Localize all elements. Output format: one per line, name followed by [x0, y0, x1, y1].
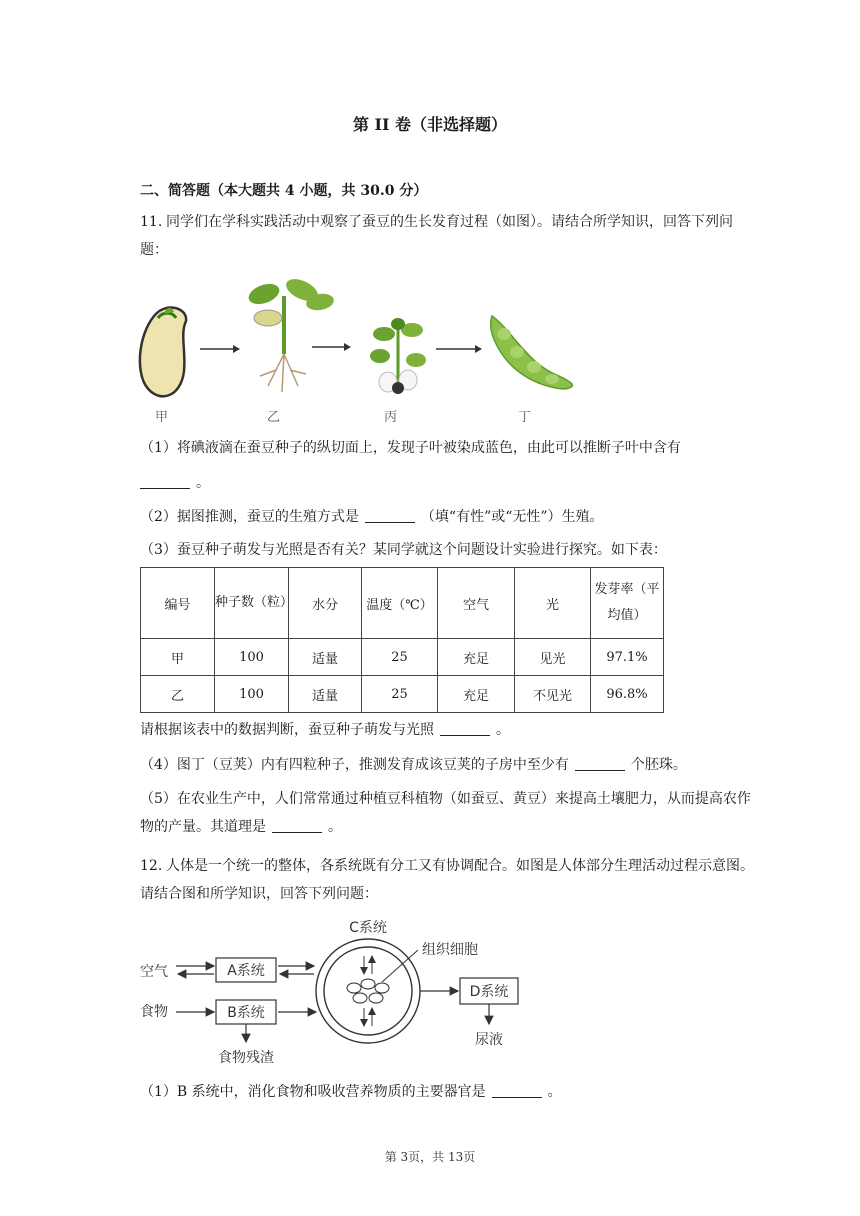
q11-sub1-cont — [140, 473, 210, 493]
q11-sub5 — [140, 785, 760, 841]
figure-label-ding: 丁 — [518, 410, 532, 425]
q11-sub3-question-end: 。 — [496, 722, 510, 738]
q12-stem — [140, 852, 760, 908]
q11-sub2-text: （2）据图推测，蚕豆的生殖方式是 — [140, 509, 359, 525]
table-header-cell: 编号 — [141, 568, 215, 639]
seed-illustration — [140, 308, 186, 397]
air-label: 空气 — [140, 964, 168, 980]
experiment-table — [140, 567, 664, 713]
q12-sub1-text: （1）B 系统中，消化食物和吸收营养物质的主要器官是 — [140, 1084, 486, 1100]
table-header-row — [141, 568, 664, 639]
table-header-cell: 空气 — [438, 568, 515, 639]
page-title: 第 II 卷（非选择题） — [352, 115, 508, 134]
table-cell: 甲 — [141, 639, 215, 676]
table-cell: 97.1% — [591, 639, 664, 676]
q11-sub4-end: 个胚珠。 — [630, 757, 687, 773]
q12-sub1 — [140, 1082, 562, 1102]
q11-sub1 — [140, 438, 681, 458]
q12-number: 12. — [140, 858, 163, 874]
q11-sub3-question-text: 请根据该表中的数据判断，蚕豆种子萌发与光照 — [140, 722, 434, 738]
urine-label: 尿液 — [475, 1032, 503, 1048]
table-cell: 25 — [362, 676, 438, 713]
q12-stem-text: 人体是一个统一的整体，各系统既有分工又有协调配合。如图是人体部分生理活动过程示意图。请结合图和所学知识，回答下列问题： — [140, 858, 754, 902]
q11-sub5-text: （5）在农业生产中，人们常常通过种植豆科植物（如蚕豆、黄豆）来提高土壤肥力，从而提高农作物的产量。其道理是 — [140, 791, 751, 835]
q11-sub3-question — [140, 720, 510, 740]
pod-illustration — [491, 316, 573, 389]
table-cell: 乙 — [141, 676, 215, 713]
food-label: 食物 — [140, 1004, 168, 1020]
q11-sub3 — [140, 540, 667, 560]
q11-sub3-text: （3）蚕豆种子萌发与光照是否有关？某同学就这个问题设计实验进行探究。如下表： — [140, 542, 667, 558]
q11-sub1-end: 。 — [196, 475, 210, 491]
table-cell: 100 — [215, 676, 289, 713]
q11-sub5-end: 。 — [328, 819, 342, 835]
answer-blank[interactable] — [140, 474, 190, 489]
table-cell: 不见光 — [515, 676, 591, 713]
sys-a-label: A系统 — [227, 963, 265, 979]
table-header-cell: 光 — [515, 568, 591, 639]
q11-sub2 — [140, 507, 604, 527]
q11-sub4-text: （4）图丁（豆荚）内有四粒种子，推测发育成该豆荚的子房中至少有 — [140, 757, 569, 773]
q11-stem-text: 同学们在学科实践活动中观察了蚕豆的生长发育过程（如图）。请结合所学知识，回答下列问题： — [140, 214, 733, 258]
table-row — [141, 676, 664, 713]
page-footer: 第 3页，共 13页 — [384, 1150, 476, 1164]
q11-number: 11. — [140, 214, 163, 230]
table-row — [141, 639, 664, 676]
sys-c-inner-circle — [324, 947, 412, 1035]
arrow-3 — [436, 345, 482, 353]
section-heading: 二、简答题（本大题共 4 小题，共 30.0 分） — [140, 183, 428, 199]
table-cell: 充足 — [438, 639, 515, 676]
seedling-illustration — [246, 276, 335, 392]
tissue-cells-label: 组织细胞 — [422, 942, 478, 958]
answer-blank[interactable] — [272, 818, 322, 833]
q11-sub2-end: （填“有性”或“无性”）生殖。 — [420, 509, 604, 525]
table-header-cell: 种子数（粒） — [215, 568, 289, 639]
table-cell: 适量 — [289, 639, 362, 676]
arrow-1 — [200, 345, 240, 353]
table-header-cell: 水分 — [289, 568, 362, 639]
tissue-cells — [347, 979, 389, 1003]
sys-b-label: B系统 — [227, 1005, 265, 1021]
q11-stem — [140, 208, 760, 264]
answer-blank[interactable] — [440, 721, 490, 736]
sys-c-outer-circle — [316, 939, 420, 1043]
table-header-cell: 发芽率（平均值） — [591, 568, 664, 639]
answer-blank[interactable] — [575, 756, 625, 771]
sys-c-label: C系统 — [349, 920, 387, 936]
table-cell: 适量 — [289, 676, 362, 713]
table-cell: 见光 — [515, 639, 591, 676]
answer-blank[interactable] — [365, 508, 415, 523]
flowering-illustration — [370, 318, 426, 394]
q11-sub1-text: （1）将碘液滴在蚕豆种子的纵切面上，发现子叶被染成蓝色，由此可以推断子叶中含有 — [140, 440, 681, 456]
table-cell: 100 — [215, 639, 289, 676]
body-systems-diagram — [136, 916, 556, 1074]
table-cell: 25 — [362, 639, 438, 676]
sys-d-label: D系统 — [469, 984, 509, 1000]
table-header-cell: 温度（℃） — [362, 568, 438, 639]
figure-label-bing: 丙 — [384, 410, 398, 425]
residue-label: 食物残渣 — [218, 1050, 274, 1066]
figure-label-jia: 甲 — [155, 410, 169, 425]
arrow-2 — [312, 343, 351, 351]
q11-sub4 — [140, 755, 687, 775]
table-cell: 充足 — [438, 676, 515, 713]
q12-sub1-end: 。 — [547, 1084, 562, 1100]
figure-label-yi: 乙 — [267, 410, 281, 425]
answer-blank[interactable] — [492, 1083, 542, 1098]
table-cell: 96.8% — [591, 676, 664, 713]
